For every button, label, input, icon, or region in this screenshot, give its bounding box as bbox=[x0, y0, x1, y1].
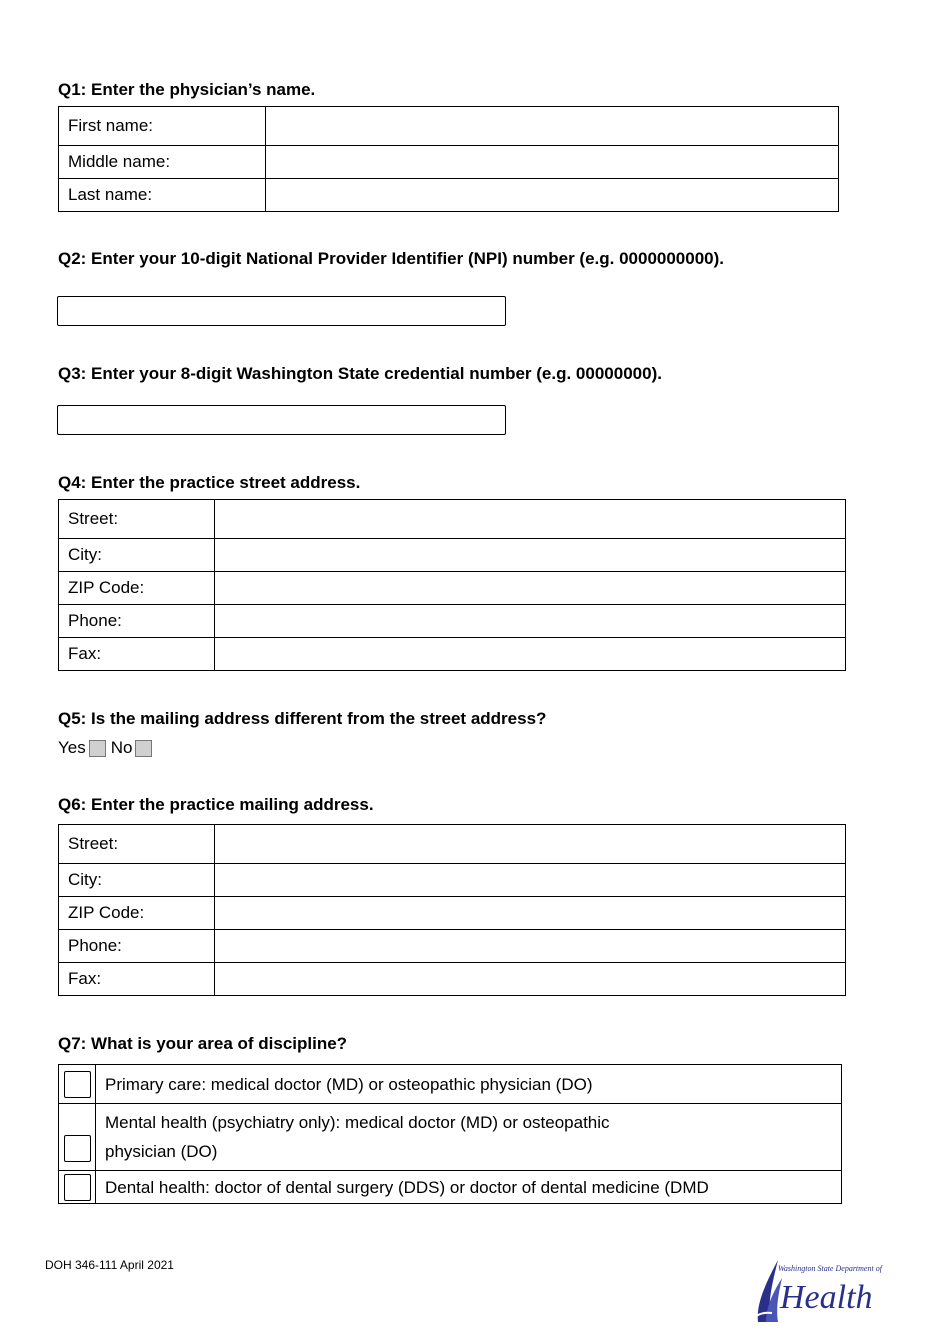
last-name-label: Last name: bbox=[59, 179, 266, 212]
first-name-label: First name: bbox=[59, 107, 266, 146]
doh-logo bbox=[752, 1256, 902, 1326]
primary-care-checkbox[interactable] bbox=[64, 1071, 91, 1098]
wa-credential-number-field[interactable] bbox=[57, 405, 506, 435]
yes-checkbox[interactable] bbox=[89, 740, 106, 757]
city-label: City: bbox=[59, 539, 215, 572]
q3-heading: Q3: Enter your 8-digit Washington State credential number (e.g. 00000000). bbox=[58, 364, 662, 383]
q7-heading: Q7: What is your area of discipline? bbox=[58, 1034, 348, 1053]
street-field[interactable] bbox=[215, 500, 846, 539]
mailing-city-label: City: bbox=[59, 864, 215, 897]
middle-name-label: Middle name: bbox=[59, 146, 266, 179]
mailing-phone-label: Phone: bbox=[59, 930, 215, 963]
primary-care-option: Primary care: medical doctor (MD) or osteopathic physician (DO) bbox=[96, 1065, 842, 1104]
city-field[interactable] bbox=[215, 539, 846, 572]
mailing-fax-field[interactable] bbox=[215, 963, 846, 996]
mailing-zip-code-field[interactable] bbox=[215, 897, 846, 930]
mental-health-checkbox[interactable] bbox=[64, 1135, 91, 1162]
logo-small-text: Washington State Department of bbox=[778, 1264, 882, 1273]
mental-health-option: Mental health (psychiatry only): medical doctor (MD) or osteopathic physician (DO) bbox=[96, 1104, 842, 1171]
first-name-field[interactable] bbox=[266, 107, 839, 146]
q4-heading: Q4: Enter the practice street address. bbox=[58, 473, 361, 492]
fax-field[interactable] bbox=[215, 638, 846, 671]
mailing-city-field[interactable] bbox=[215, 864, 846, 897]
q2-heading: Q2: Enter your 10-digit National Provider Identifier (NPI) number (e.g. 0000000000). bbox=[58, 249, 725, 268]
no-label: No bbox=[110, 738, 133, 757]
q5-heading: Q5: Is the mailing address different from the street address? bbox=[58, 709, 547, 728]
street-address-table bbox=[58, 499, 846, 671]
last-name-field[interactable] bbox=[266, 179, 839, 212]
npi-number-field[interactable] bbox=[57, 296, 506, 326]
phone-field[interactable] bbox=[215, 605, 846, 638]
form-id: DOH 346-111 April 2021 bbox=[45, 1258, 174, 1272]
zip-code-label: ZIP Code: bbox=[59, 572, 215, 605]
street-label: Street: bbox=[59, 500, 215, 539]
zip-code-field[interactable] bbox=[215, 572, 846, 605]
mailing-different-choice bbox=[58, 738, 157, 758]
fax-label: Fax: bbox=[59, 638, 215, 671]
dental-health-checkbox[interactable] bbox=[64, 1174, 91, 1201]
q6-heading: Q6: Enter the practice mailing address. bbox=[58, 795, 374, 814]
mailing-zip-code-label: ZIP Code: bbox=[59, 897, 215, 930]
discipline-table bbox=[58, 1064, 842, 1204]
mailing-street-field[interactable] bbox=[215, 825, 846, 864]
mailing-phone-field[interactable] bbox=[215, 930, 846, 963]
middle-name-field[interactable] bbox=[266, 146, 839, 179]
no-checkbox[interactable] bbox=[135, 740, 152, 757]
logo-big-text: Health bbox=[780, 1279, 873, 1316]
physician-name-table bbox=[58, 106, 839, 212]
q1-heading: Q1: Enter the physician’s name. bbox=[58, 80, 316, 99]
mailing-street-label: Street: bbox=[59, 825, 215, 864]
mailing-address-table bbox=[58, 824, 846, 996]
dental-health-option: Dental health: doctor of dental surgery (DDS) or doctor of dental medicine (DMD bbox=[96, 1171, 842, 1204]
mailing-fax-label: Fax: bbox=[59, 963, 215, 996]
phone-label: Phone: bbox=[59, 605, 215, 638]
yes-label: Yes bbox=[58, 738, 86, 757]
